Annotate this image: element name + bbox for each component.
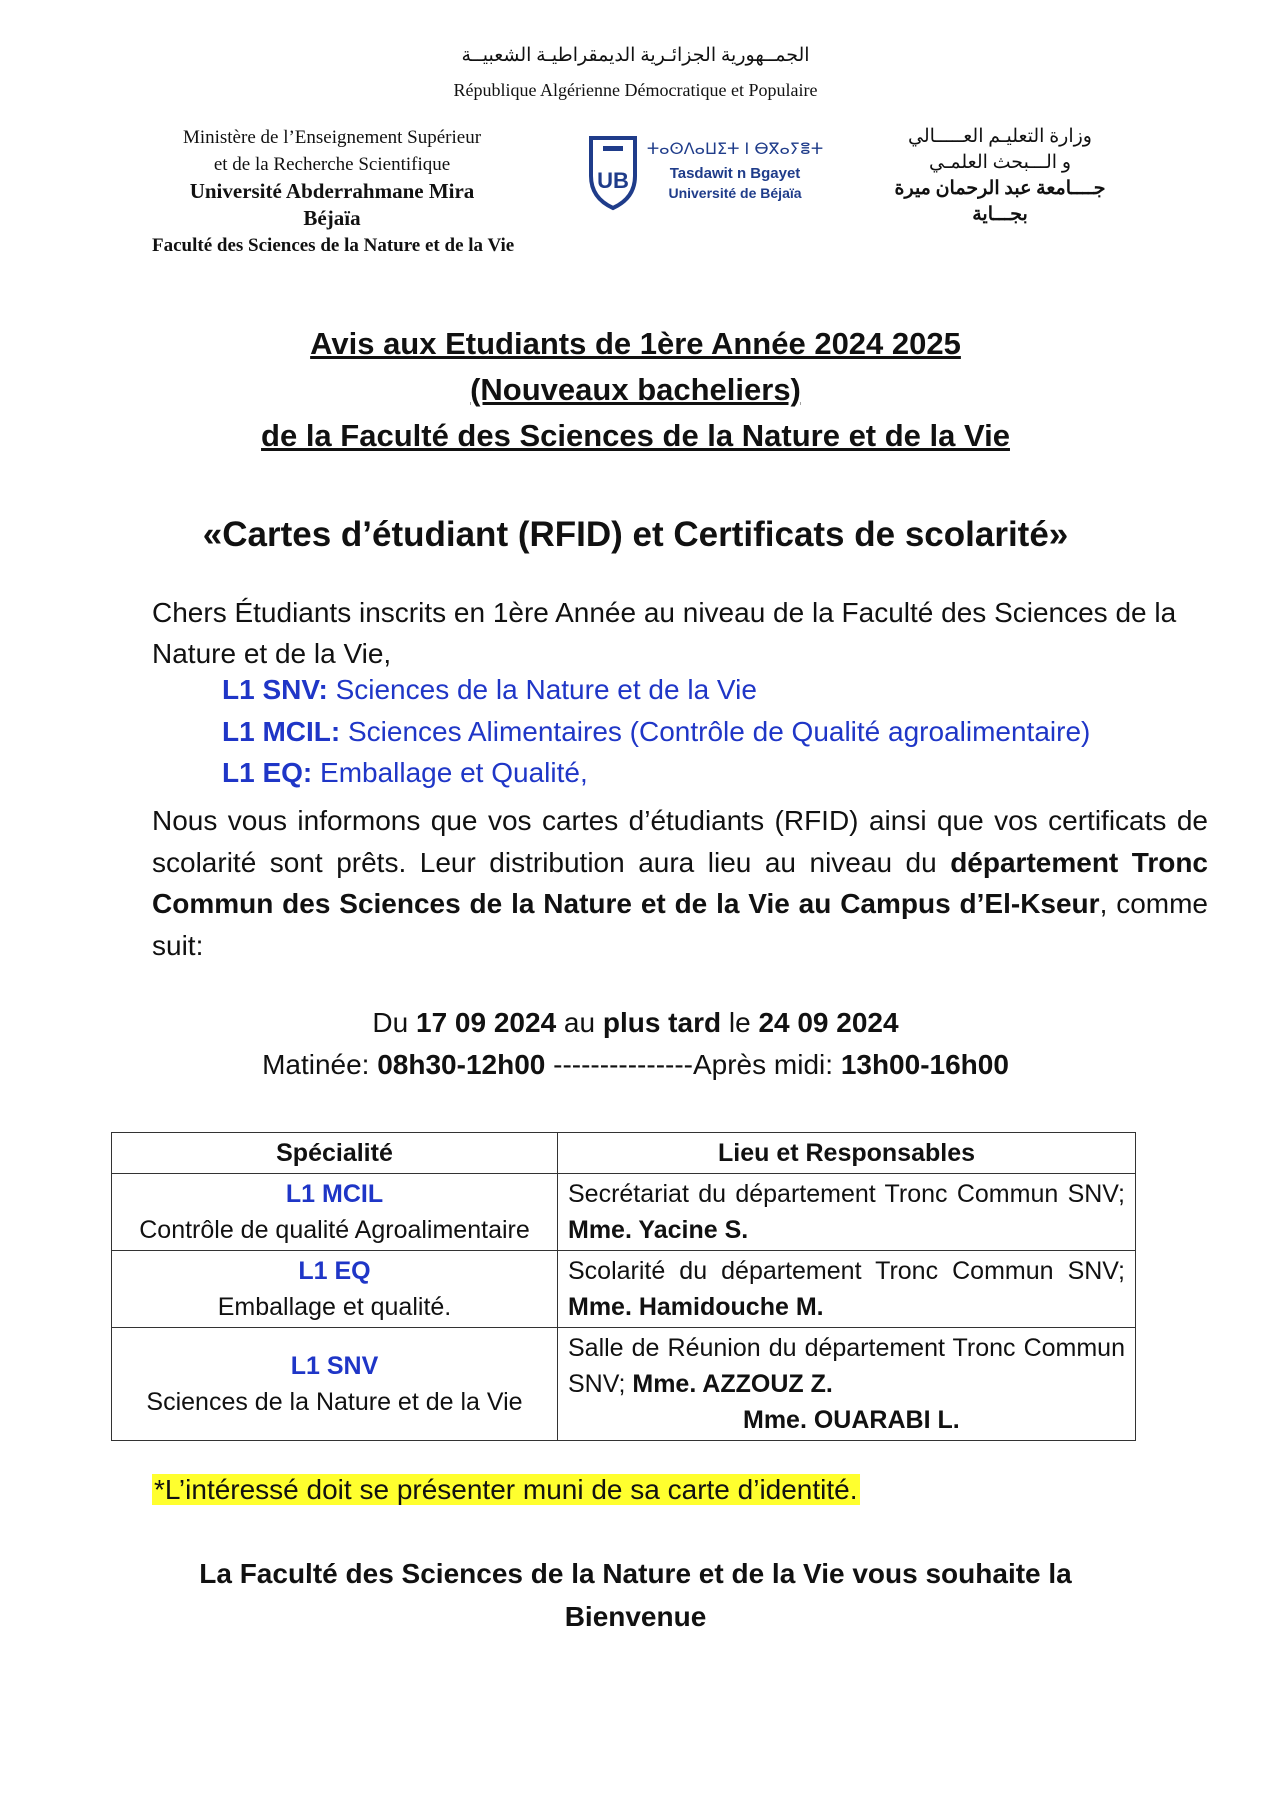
program-name: Sciences Alimentaires (Contrôle de Qualité agroalimentaire) — [340, 716, 1091, 747]
program-name: Sciences de la Nature et de la Vie — [327, 674, 757, 705]
dates-plus-tard: plus tard — [602, 1007, 722, 1038]
information-paragraph — [152, 800, 1208, 966]
column-header-lieu: Lieu et Responsables — [558, 1133, 1136, 1174]
arabic-ministry-line-1: وزارة التعليـم العـــــالي — [908, 126, 1092, 147]
specialty-code: L1 MCIL — [285, 1180, 384, 1208]
location-text: Salle de Réunion du département Tronc Commun SNV; — [568, 1334, 1125, 1398]
notice-title-line-3: de la Faculté des Sciences de la Nature et de la Vie — [261, 418, 1010, 453]
institution-arabic-block — [860, 124, 1140, 228]
arabic-ministry-line-2: و الـــبحث العلمـي — [928, 152, 1071, 173]
identity-card-note — [152, 1474, 860, 1506]
program-item-eq — [222, 757, 588, 789]
closing-message — [0, 1552, 1271, 1638]
responsible-name-2: Mme. OUARABI L. — [743, 1406, 960, 1434]
notice-title-line-2: (Nouveaux bacheliers) — [470, 372, 801, 407]
ministry-line-1: Ministère de l’Enseignement Supérieur — [182, 127, 482, 148]
logo-mark: UB — [597, 168, 629, 193]
program-item-snv — [222, 674, 757, 706]
dates-connector: au — [556, 1007, 603, 1038]
notice-subject: «Cartes d’étudiant (RFID) et Certificats de scolarité» — [202, 515, 1069, 554]
afternoon-label: ---------------Après midi: — [545, 1049, 841, 1080]
table-row — [112, 1328, 1136, 1441]
paragraph-text-end: , comme suit: — [152, 888, 1208, 961]
distribution-dates — [0, 1007, 1271, 1039]
arabic-city: بجـــاية — [972, 204, 1028, 225]
table-row — [112, 1251, 1136, 1328]
specialty-cell — [112, 1328, 558, 1441]
notice-title-line-1: Avis aux Etudiants de 1ère Année 2024 2025 — [310, 326, 961, 361]
intro-paragraph: Chers Étudiants inscrits en 1ère Année au niveau de la Faculté des Sciences de la Nature et de la Vie, — [152, 597, 1177, 669]
specialty-name: Contrôle de qualité Agroalimentaire — [139, 1216, 530, 1244]
arabic-university-name: جــــامعة عبد الرحمان ميرة — [894, 178, 1106, 199]
logo-tifinagh-text: ⵜⴰⵙⴷⴰⵡⵉⵜ ⵏ ⴱⴳⴰⵢⴻⵜ — [646, 139, 824, 158]
program-code: L1 SNV: — [222, 674, 328, 705]
specialty-name: Sciences de la Nature et de la Vie — [146, 1388, 523, 1416]
responsible-name: Mme. AZZOUZ Z. — [632, 1370, 833, 1398]
program-code: L1 EQ: — [222, 757, 313, 788]
closing-line-1: La Faculté des Sciences de la Nature et de la Vie vous souhaite la — [199, 1558, 1072, 1589]
program-name: Emballage et Qualité, — [312, 757, 588, 788]
specialty-cell — [112, 1251, 558, 1328]
university-logo-icon — [585, 132, 825, 212]
table-row — [112, 1174, 1136, 1251]
university-name: Université Abderrahmane Mira — [189, 179, 475, 203]
logo-text-french: Université de Béjaïa — [668, 185, 802, 201]
ministry-line-2: et de la Recherche Scientifique — [213, 154, 451, 175]
dates-connector-le: le — [721, 1007, 759, 1038]
location-cell — [558, 1251, 1136, 1328]
dates-prefix: Du — [372, 1007, 416, 1038]
location-text: Secrétariat du département Tronc Commun SNV; — [568, 1180, 1125, 1208]
specialty-name: Emballage et qualité. — [217, 1293, 452, 1321]
specialty-code: L1 SNV — [290, 1352, 379, 1380]
schedule-table — [111, 1132, 1136, 1441]
start-date: 17 09 2024 — [416, 1007, 557, 1038]
paragraph-text: Nous vous informons que vos cartes d’étudiants (RFID) ainsi que vos certificats de scolarité sont prêts. Leur distribution aura lieu au niveau du — [152, 805, 1208, 878]
arabic-republic-heading: الجمــهورية الجزائـرية الديمقراطيـة الشعبيــة — [461, 45, 810, 66]
french-republic-heading: République Algérienne Démocratique et Populaire — [453, 80, 818, 100]
logo-text-kabyle: Tasdawit n Bgayet — [669, 165, 801, 182]
column-header-specialite: Spécialité — [112, 1133, 558, 1174]
paragraph-location: département Tronc Commun des Sciences de la Nature et de la Vie au Campus d’El-Kseur — [152, 846, 1208, 919]
location-cell — [558, 1174, 1136, 1251]
end-date: 24 09 2024 — [758, 1007, 899, 1038]
university-logo — [585, 132, 825, 212]
morning-label: Matinée: — [262, 1049, 378, 1080]
afternoon-hours: 13h00-16h00 — [840, 1049, 1009, 1080]
specialty-code: L1 EQ — [298, 1257, 371, 1285]
location-text: Scolarité du département Tronc Commun SNV; — [568, 1257, 1125, 1285]
program-code: L1 MCIL: — [222, 716, 341, 747]
responsible-name: Mme. Hamidouche M. — [568, 1293, 824, 1321]
institution-french-block — [152, 124, 622, 259]
specialty-cell — [112, 1174, 558, 1251]
closing-line-2: Bienvenue — [564, 1601, 707, 1632]
morning-hours: 08h30-12h00 — [377, 1049, 546, 1080]
distribution-hours — [0, 1049, 1271, 1081]
table-header-row — [112, 1133, 1136, 1174]
program-item-mcil — [222, 716, 1090, 748]
location-cell — [558, 1328, 1136, 1441]
responsible-name: Mme. Yacine S. — [568, 1216, 749, 1244]
university-city: Béjaïa — [303, 206, 361, 230]
highlighted-note: *L’intéressé doit se présenter muni de sa carte d’identité. — [154, 1474, 858, 1505]
faculty-name: Faculté des Sciences de la Nature et de la Vie — [152, 235, 515, 256]
